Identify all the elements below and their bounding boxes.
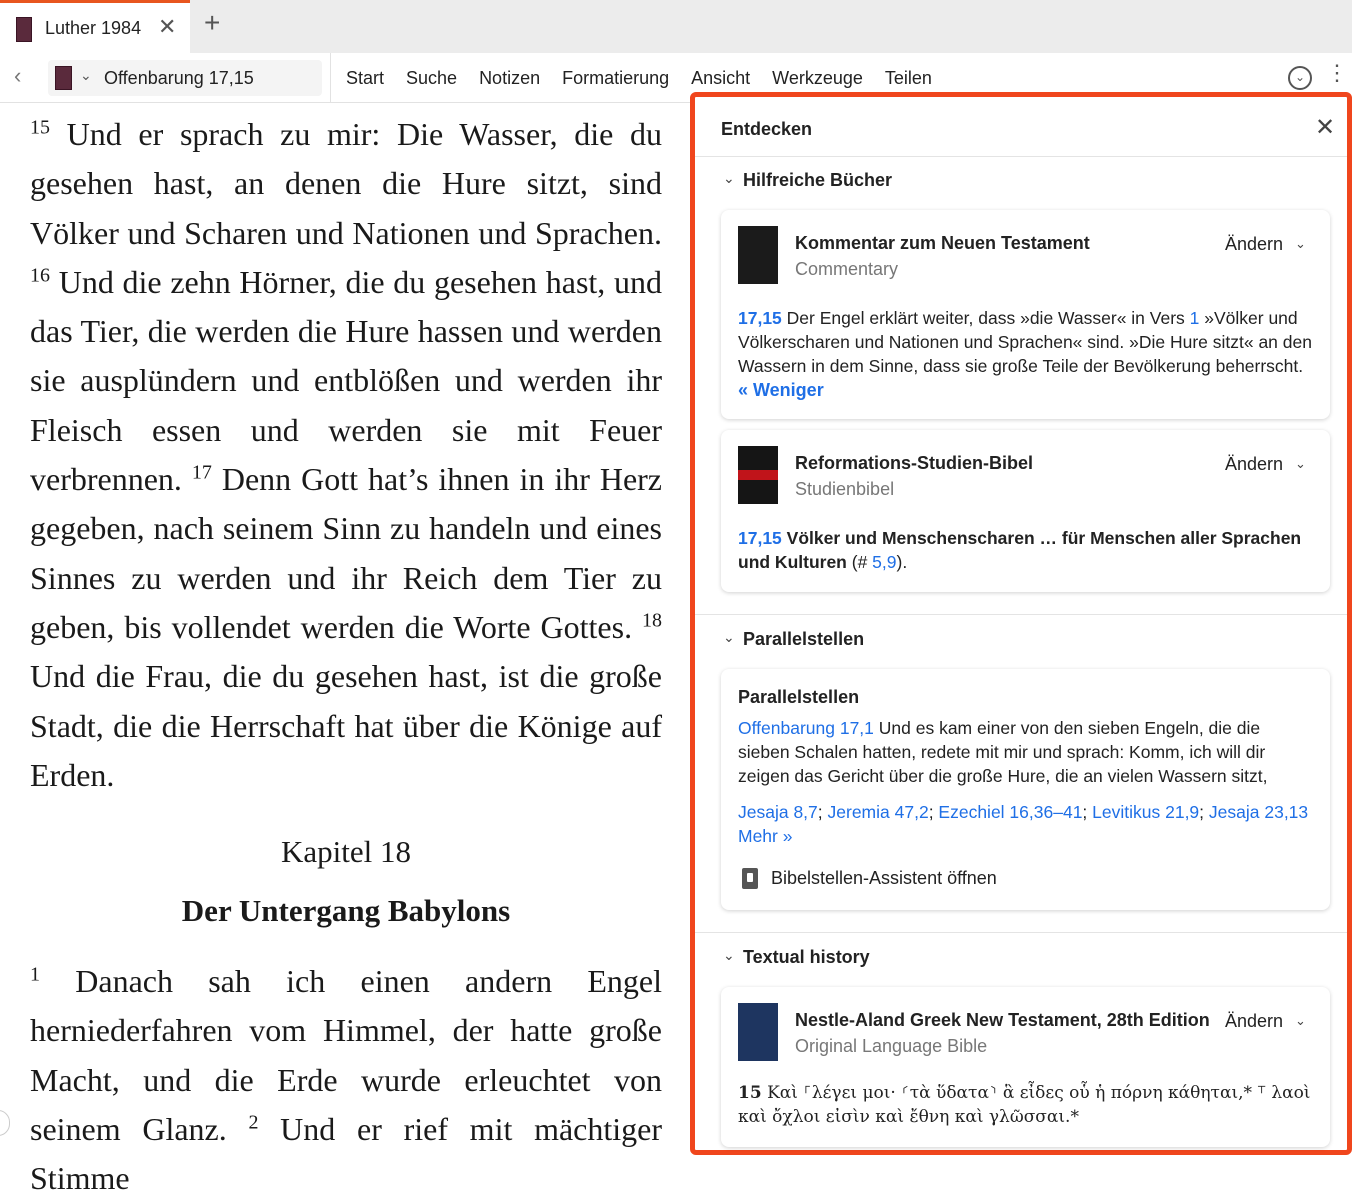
verse-link[interactable]: Offenbarung 17,1 bbox=[738, 718, 874, 738]
verse-number: 2 bbox=[248, 1111, 259, 1134]
panel-title: Entdecken bbox=[721, 119, 813, 139]
verse-number: 17 bbox=[191, 461, 212, 484]
bible-text-pane[interactable] bbox=[30, 110, 663, 1197]
tab-bar bbox=[0, 0, 1352, 53]
more-vertical-icon[interactable]: ⋮ bbox=[1326, 60, 1348, 85]
verse-text: Und er sprach zu mir: Die Wasser, die du gesehen hast, an denen die Hure sitzt, sind Völker und Scharen und Nationen und Sprachen. bbox=[30, 116, 662, 251]
text-fragment: Καὶ ⸀λέγει μοι· ⸂τὰ ὕδατα⸃ ἃ εἶδες οὗ ἡ πόρνη κάθηται,* ⸆ λαοὶ καὶ ὄχλοι εἰσὶν καὶ ἔθνη καὶ γλῶσσαι.* bbox=[738, 1083, 1311, 1127]
discover-panel bbox=[690, 92, 1352, 1155]
section-title: Parallelstellen bbox=[743, 629, 865, 649]
close-icon[interactable]: ✕ bbox=[1315, 114, 1336, 141]
separator: ; bbox=[817, 802, 828, 822]
book-cover-icon[interactable] bbox=[738, 226, 778, 284]
bookmark-icon bbox=[742, 868, 758, 889]
verse-link[interactable]: Jeremia 47,2 bbox=[827, 802, 929, 822]
verse-number: 15 bbox=[738, 1083, 762, 1103]
menu-teilen[interactable]: Teilen bbox=[884, 68, 932, 88]
verse-number: 15 bbox=[30, 116, 50, 139]
section-heading: Der Untergang Babylons bbox=[181, 893, 511, 929]
more-link[interactable]: Mehr » bbox=[738, 826, 793, 846]
change-button[interactable]: Ändern bbox=[1225, 454, 1284, 474]
verse-link[interactable]: 1 bbox=[1189, 308, 1200, 328]
chevron-left-icon[interactable]: ‹ bbox=[14, 63, 22, 88]
verse-number: 18 bbox=[642, 609, 662, 632]
circle-chevron-down-icon[interactable]: ⌄ bbox=[1288, 66, 1312, 90]
verse-number: 1 bbox=[30, 963, 40, 986]
add-tab-icon[interactable]: + bbox=[204, 7, 221, 38]
verse-link[interactable]: 17,15 bbox=[738, 308, 782, 328]
book-cover-icon bbox=[16, 17, 32, 42]
show-less-link[interactable]: « Weniger bbox=[738, 380, 824, 400]
menu-notizen[interactable]: Notizen bbox=[479, 68, 541, 88]
parallel-ref-list bbox=[738, 800, 1313, 848]
text-fragment: ). bbox=[896, 552, 908, 572]
chevron-down-icon: ⌄ bbox=[723, 629, 735, 645]
text-fragment: Der Engel erklärt weiter, dass »die Wasser« in Vers bbox=[781, 308, 1190, 328]
card-header bbox=[738, 1003, 1313, 1081]
card-title: Parallelstellen bbox=[738, 687, 860, 707]
section-toggle-textual[interactable] bbox=[695, 935, 1347, 979]
text-fragment: (# bbox=[846, 552, 873, 572]
reference-picker[interactable] bbox=[48, 60, 322, 96]
divider bbox=[695, 932, 1347, 933]
card-header bbox=[738, 226, 1313, 306]
book-title[interactable]: Nestle-Aland Greek New Testament, 28th Edition bbox=[795, 1010, 1210, 1030]
book-type: Original Language Bible bbox=[795, 1036, 988, 1056]
change-button[interactable]: Ändern bbox=[1225, 234, 1284, 254]
section-toggle-books[interactable] bbox=[695, 158, 1347, 202]
chapter-heading: Kapitel 18 bbox=[281, 834, 411, 870]
verse-text: Und die Frau, die du gesehen hast, ist die große Stadt, die die Herrschaft hat über die Könige auf Erden. bbox=[30, 658, 662, 793]
study-note-text bbox=[738, 526, 1313, 574]
reference-input[interactable]: Offenbarung 17,15 bbox=[104, 68, 254, 88]
change-button[interactable]: Ändern bbox=[1225, 1011, 1284, 1031]
verse-text: Danach sah ich einen andern Engel herniederfahren vom Himmel, der hatte große Macht, und die Erde wurde erleuchtet von seinem Glanz. bbox=[30, 963, 662, 1148]
passage bbox=[30, 110, 662, 800]
menu-ansicht[interactable]: Ansicht bbox=[691, 68, 751, 88]
passage bbox=[30, 957, 662, 1203]
menu-werkzeuge[interactable]: Werkzeuge bbox=[772, 68, 863, 88]
chevron-down-icon: ⌄ bbox=[723, 947, 735, 963]
section-title: Textual history bbox=[743, 947, 870, 967]
verse-link[interactable]: 17,15 bbox=[738, 528, 782, 548]
section-toggle-parallels[interactable] bbox=[695, 617, 1347, 661]
chevron-down-icon[interactable]: ⌄ bbox=[1295, 456, 1306, 471]
menu-start[interactable]: Start bbox=[346, 68, 385, 88]
book-type: Commentary bbox=[795, 259, 899, 279]
chevron-down-icon[interactable]: ⌄ bbox=[1295, 236, 1306, 251]
verse-text: Und er rief mit mächtiger Stimme bbox=[30, 1111, 663, 1197]
verse-link[interactable]: Ezechiel 16,36–41 bbox=[938, 802, 1083, 822]
text-fragment: Völker und Menschenscharen … für Menschen aller Sprachen und Kulturen bbox=[738, 528, 1302, 572]
tab-luther-1984[interactable] bbox=[0, 0, 190, 53]
separator: ; bbox=[1199, 802, 1209, 822]
tab-title: Luther 1984 bbox=[45, 18, 142, 38]
panel-body[interactable] bbox=[695, 158, 1347, 1147]
book-type: Studienbibel bbox=[795, 479, 895, 499]
panel-toggle-handle[interactable] bbox=[0, 1110, 10, 1136]
book-title[interactable]: Kommentar zum Neuen Testament bbox=[795, 233, 1090, 253]
close-icon[interactable]: ✕ bbox=[158, 14, 177, 39]
menu-formatierung[interactable]: Formatierung bbox=[562, 68, 670, 88]
assistant-label: Bibelstellen-Assistent öffnen bbox=[771, 868, 997, 888]
parallel-main bbox=[738, 716, 1313, 788]
book-cover-icon[interactable] bbox=[738, 446, 778, 504]
verse-link[interactable]: 5,9 bbox=[872, 552, 897, 572]
separator: ; bbox=[928, 802, 939, 822]
section-title: Hilfreiche Bücher bbox=[743, 170, 893, 190]
book-cover-icon[interactable] bbox=[738, 1003, 778, 1061]
book-card bbox=[721, 987, 1330, 1147]
panel-header bbox=[695, 97, 1347, 157]
book-card bbox=[721, 210, 1330, 419]
book-card bbox=[721, 430, 1330, 592]
menu-suche[interactable]: Suche bbox=[406, 68, 458, 88]
text-fragment: »Völker und Völkerscharen und Nationen und Sprachen« sind. »Die Hure sitzt« an den Wassern in dem Sinne, dass sie große Teile der Bevölkerung beherrscht. bbox=[738, 308, 1312, 376]
chevron-down-icon[interactable]: ⌄ bbox=[80, 67, 92, 83]
separator: ; bbox=[1082, 802, 1093, 822]
book-title[interactable]: Reformations-Studien-Bibel bbox=[795, 453, 1034, 473]
book-cover-icon bbox=[55, 66, 72, 90]
verse-number: 16 bbox=[30, 264, 50, 287]
verse-text: Denn Gott hat’s ihnen in ihr Herz gegeben, nach seinem Sinn zu handeln und eines Sinnes zu werden und ihr Reich dem Tier zu geben, bis vollendet werden die Worte Gottes. bbox=[30, 461, 663, 645]
verse-link[interactable]: Jesaja 8,7 bbox=[738, 802, 818, 822]
passage-guide-button[interactable] bbox=[738, 866, 1313, 892]
verse-link[interactable]: Jesaja 23,13 bbox=[1208, 802, 1309, 822]
chevron-down-icon: ⌄ bbox=[723, 170, 735, 186]
chevron-down-icon[interactable]: ⌄ bbox=[1295, 1013, 1306, 1028]
card-header bbox=[738, 446, 1313, 526]
verse-text: Und die zehn Hörner, die du gesehen hast, und das Tier, die werden die Hure hassen und werden sie ausplündern und entblößen und werden ihr Fleisch essen und werden sie mit Feuer verbrennen. bbox=[30, 263, 662, 498]
verse-link[interactable]: Levitikus 21,9 bbox=[1092, 802, 1200, 822]
greek-text bbox=[738, 1081, 1313, 1129]
divider bbox=[695, 614, 1347, 615]
text-fragment: Und es kam einer von den sieben Engeln, die die sieben Schalen hatten, redete mit mir und sprach: Komm, ich will dir zeigen das Gericht über die große Hure, die an vielen Wassern sitzt, bbox=[738, 718, 1268, 786]
commentary-text bbox=[738, 306, 1313, 378]
parallels-card bbox=[721, 669, 1330, 910]
